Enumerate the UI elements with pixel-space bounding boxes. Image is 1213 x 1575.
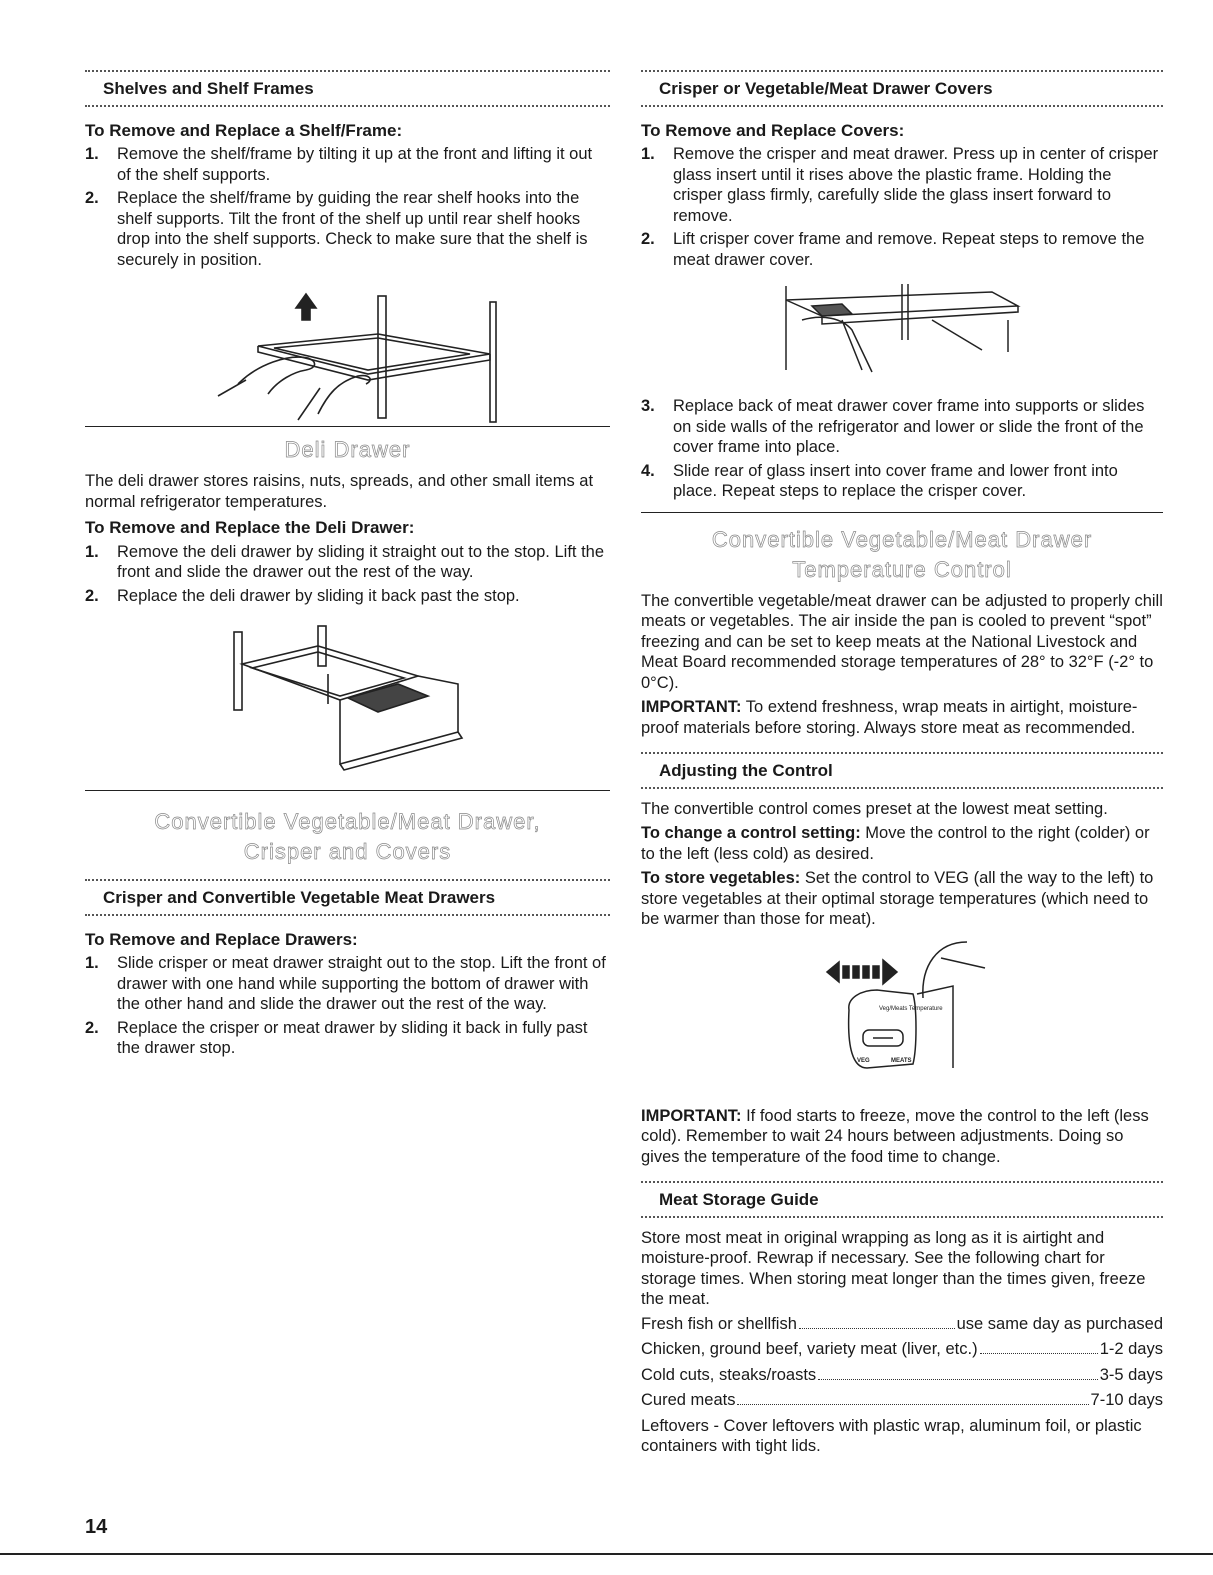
divider [641,1216,1163,1218]
divider [85,105,610,107]
divider [641,105,1163,107]
meat-storage-table [641,1314,1163,1411]
list-item: 1. Remove the deli drawer by sliding it straight out to the stop. Lift the front and slide the drawer out the rest of the way. [85,542,605,581]
control-dial-illustration [817,938,987,1088]
list-item: 1. Remove the shelf/frame by tilting it up at the front and lifting it out of the shelf supports. [85,145,593,184]
section-heading-adjusting: Adjusting the Control [659,761,833,780]
store-vegetables-note: To store vegetables: Set the control to VEG (all the way to the left) to store vegetables at their optimal storage temperatures (which need to be warmer than those for meat). [641,869,1154,928]
list-item: 4. Slide rear of glass insert into cover frame and lower front into place. Repeat steps to replace the crisper cover. [641,461,1118,500]
list-item: 1. Remove the crisper and meat drawer. Press up in center of crisper glass insert until it rises above the plastic frame. Holding the crisper glass firmly, carefully slide the glass insert forward to remove. [641,145,1159,225]
table-row: Cold cuts, steaks/roasts 3-5 days [641,1365,1163,1384]
deli-drawer-illustration [228,624,468,784]
cover-steps [641,144,1163,270]
procedure-heading: To Remove and Replace Drawers: [85,929,358,949]
shelf-steps [85,144,610,270]
section-rule [85,426,610,427]
temp-control-intro: The convertible vegetable/meat drawer can be adjusted to properly chill meats or vegetables. The air inside the pan is cooled to prevent “spot” freezing and can be set to keep meats at the National Livestock and Meat Board recommended storage temperatures of 28° to 32°F (-2° to 0°C). [641,591,1163,692]
procedure-heading: To Remove and Replace a Shelf/Frame: [85,120,403,140]
preset-note: The convertible control comes preset at the lowest meat setting. [641,799,1108,818]
divider [641,787,1163,789]
important-note: IMPORTANT: To extend freshness, wrap meats in airtight, moisture-proof materials before storing. Always store meat as recommended. [641,698,1138,737]
section-title-temperature-control: Convertible Vegetable/Meat Drawer Temperature Control [711,526,1093,582]
table-row: Fresh fish or shellfish use same day as purchased [641,1314,1163,1333]
section-heading-covers: Crisper or Vegetable/Meat Drawer Covers [659,79,993,98]
list-item: 3. Replace back of meat drawer cover frame into supports or slides on side walls of the refrigerator and lower or slide the front of the cover frame into place. [641,397,1145,456]
right-column [641,70,1163,1461]
cover-removal-illustration [782,280,1022,380]
section-heading-meat-guide: Meat Storage Guide [659,1190,819,1209]
list-item: 2. Replace the crisper or meat drawer by sliding it back in fully past the drawer stop. [85,1018,588,1057]
section-heading-crisper: Crisper and Convertible Vegetable Meat Drawers [103,888,496,907]
cover-steps-continued [641,396,1163,502]
footer-rule [0,1553,1213,1555]
section-rule [85,790,610,791]
list-item: 2. Replace the shelf/frame by guiding the rear shelf hooks into the shelf supports. Tilt the front of the shelf up until rear shelf hooks drop into the shelf supports. Check to make sure that the shelf is securely in position. [85,189,588,269]
deli-intro: The deli drawer stores raisins, nuts, spreads, and other small items at normal refrigerator temperatures. [85,472,594,511]
procedure-heading: To Remove and Replace the Deli Drawer: [85,518,415,537]
divider [85,914,610,916]
list-item: 2. Replace the deli drawer by sliding it back past the stop. [85,586,520,605]
table-row: Chicken, ground beef, variety meat (liver, etc.) 1-2 days [641,1340,1163,1358]
crisper-steps [85,953,610,1059]
page-number: 14 [85,1516,108,1538]
meat-guide-intro: Store most meat in original wrapping as long as it is airtight and moisture-proof. Rewrap if necessary. See the following chart for storage times. When storing meat longer than the times given, freeze the meat. [641,1228,1146,1308]
list-item: 2. Lift crisper cover frame and remove. Repeat steps to remove the meat drawer cover. [641,230,1145,269]
change-setting-note: To change a control setting: Move the control to the right (colder) or to the left (less cold) as desired. [641,824,1150,863]
leftovers-note: Leftovers - Cover leftovers with plastic wrap, aluminum foil, or plastic containers with tight lids. [641,1416,1142,1455]
section-heading-shelves: Shelves and Shelf Frames [103,79,314,98]
dial-label: Veg/Meats Temperature [879,1005,943,1012]
procedure-heading: To Remove and Replace Covers: [641,120,905,140]
list-item: 1. Slide crisper or meat drawer straight out to the stop. Lift the front of drawer with one hand while supporting the bottom of drawer with the other hand and slide the drawer out the rest of the way. [85,954,606,1013]
section-title-deli-drawer: Deli Drawer [284,437,411,462]
important-freeze-note: IMPORTANT: If food starts to freeze, move the control to the left (less cold). Remember to wait 24 hours between adjustments. Doing so gives the temperature of the food time to change. [641,1106,1149,1166]
dial-meats-label: MEATS [891,1057,912,1064]
left-column [85,70,610,1062]
table-row: Cured meats 7-10 days [641,1391,1163,1409]
deli-steps [85,542,610,607]
dial-veg-label: VEG [857,1057,870,1064]
section-title-convertible: Convertible Vegetable/Meat Drawer, Crisper and Covers [154,809,541,864]
shelf-removal-illustration [198,284,498,424]
section-rule [641,512,1163,513]
